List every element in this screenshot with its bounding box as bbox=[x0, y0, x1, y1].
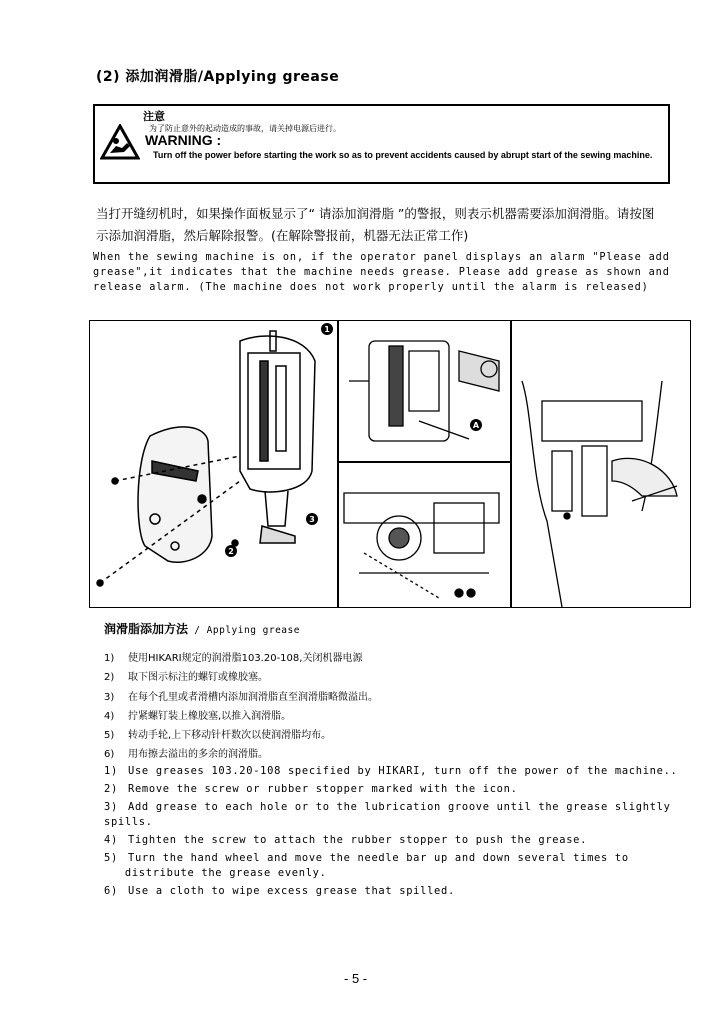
callout-a bbox=[470, 419, 482, 431]
step-number: 4) bbox=[104, 710, 115, 722]
step-number: 6) bbox=[104, 885, 118, 898]
zh-step bbox=[104, 726, 378, 745]
page-number: - 5 - bbox=[344, 971, 368, 986]
zh-step bbox=[104, 745, 378, 764]
step-number: 3) bbox=[104, 691, 115, 703]
step-text: 在每个孔里或者滑槽内添加润滑脂直至润滑脂略微溢出。 bbox=[128, 691, 378, 703]
needle-bar-closeup-drawing bbox=[339, 321, 510, 461]
intro-chinese: 当打开缝纫机时，如果操作面板显示了“ 请添加润滑脂 ”的警报，则表示机器需要添加润滑脂。请按图示添加润滑脂，然后解除报警。(在解除警报前，机器无法正常工作) bbox=[96, 206, 655, 243]
callout-3 bbox=[306, 513, 318, 525]
steps-heading-en: / Applying grease bbox=[188, 625, 300, 636]
warning-zh-body: 为了防止意外的起动造成的事故，请关掉电源后进行。 bbox=[149, 124, 341, 133]
step-text: Remove the screw or rubber stopper marked with the icon. bbox=[128, 783, 518, 795]
step-text: Turn the hand wheel and move the needle bar up and down several times to distribute the grease evenly. bbox=[124, 852, 629, 880]
en-step bbox=[104, 884, 714, 899]
zh-step bbox=[104, 668, 378, 687]
applying-grease-drawing bbox=[512, 321, 689, 607]
en-step bbox=[104, 764, 714, 779]
warning-body: Turn off the power before starting the work so as to prevent accidents caused by abrupt start of the sewing machine. bbox=[153, 150, 653, 160]
step-number: 3) bbox=[104, 801, 118, 813]
en-steps-list bbox=[104, 764, 714, 902]
step-number: 4) bbox=[104, 834, 118, 847]
callout-2 bbox=[225, 545, 237, 557]
intro-english: When the sewing machine is on, if the operator panel displays an alarm "Please add grease",it indicates that the machine needs grease. Please add grease as shown and release alarm. (The machine does not work properly until the alarm is released) bbox=[93, 252, 677, 293]
zh-step bbox=[104, 688, 378, 707]
step-text: Add grease to each hole or to the lubrication groove until the grease slightly spills. bbox=[104, 801, 678, 829]
step-text: Tighten the screw to attach the rubber stopper to push the grease. bbox=[128, 834, 588, 847]
step-number: 2) bbox=[104, 672, 115, 684]
step-number: 5) bbox=[104, 852, 118, 865]
callout-a-label: A bbox=[472, 421, 480, 430]
step-text: 取下图示标注的螺钉或橡胶塞。 bbox=[128, 672, 268, 684]
en-step bbox=[104, 851, 714, 881]
callout-1-label: 1 bbox=[324, 325, 330, 334]
warning-box bbox=[93, 104, 670, 184]
step-number: 6) bbox=[104, 749, 115, 761]
step-number: 1) bbox=[104, 653, 115, 664]
zh-step bbox=[104, 649, 378, 668]
callout-1 bbox=[321, 323, 333, 335]
steps-heading-zh: 润滑脂添加方法 bbox=[104, 622, 189, 636]
step-text: 转动手轮,上下移动针杆数次以使润滑脂均布。 bbox=[128, 730, 332, 742]
warning-title: WARNING : bbox=[145, 132, 222, 148]
en-step bbox=[104, 800, 714, 830]
step-number: 2) bbox=[104, 783, 118, 795]
grease-illustration bbox=[89, 320, 691, 608]
steps-heading bbox=[104, 620, 300, 637]
step-text: Use a cloth to wipe excess grease that spilled. bbox=[128, 885, 455, 898]
en-step bbox=[104, 782, 714, 797]
zh-steps-list bbox=[104, 649, 378, 765]
section-heading: (2) 添加润滑脂/Applying grease bbox=[96, 69, 340, 85]
step-number: 5) bbox=[104, 730, 115, 742]
step-number: 1) bbox=[104, 765, 118, 777]
zh-step bbox=[104, 707, 378, 726]
en-step bbox=[104, 833, 714, 848]
warning-hand-icon bbox=[100, 124, 140, 160]
hook-mechanism-drawing bbox=[339, 463, 510, 607]
machine-head-drawing bbox=[90, 321, 337, 607]
callout-2-label: 2 bbox=[228, 547, 234, 556]
callout-3-label: 3 bbox=[309, 515, 315, 524]
warning-zh-title: 注意 bbox=[143, 110, 165, 123]
step-text: 使用HIKARI规定的润滑脂103.20-108,关闭机器电源 bbox=[128, 653, 363, 664]
step-text: 用布擦去溢出的多余的润滑脂。 bbox=[128, 749, 268, 761]
step-text: Use greases 103.20-108 specified by HIKARI, turn off the power of the machine.. bbox=[128, 765, 678, 777]
step-text: 拧紧螺钉装上橡胶塞,以推入润滑脂。 bbox=[128, 710, 292, 722]
